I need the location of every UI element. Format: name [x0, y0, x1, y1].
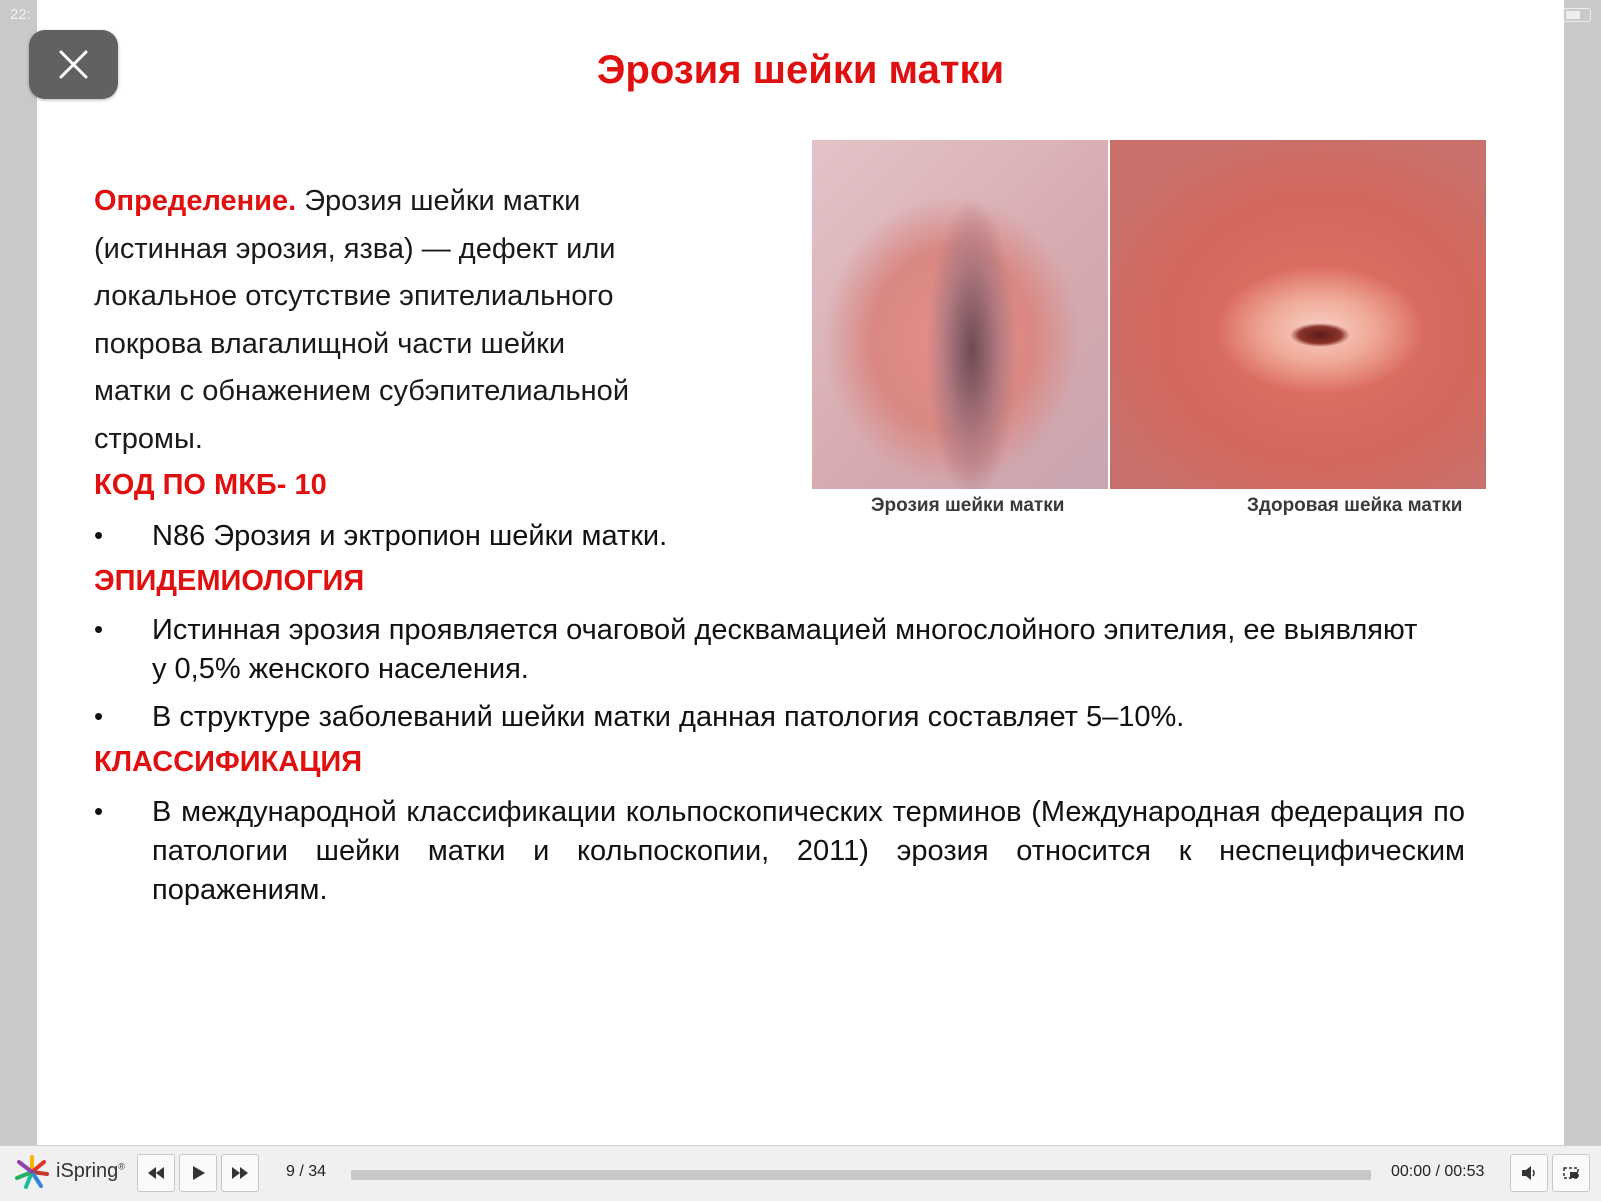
brand-name: iSpring® — [56, 1160, 125, 1182]
bullet: • — [94, 520, 104, 550]
classification-heading: КЛАССИФИКАЦИЯ — [94, 746, 363, 778]
definition-line: Эрозия шейки матки — [296, 185, 581, 217]
play-button[interactable] — [179, 1154, 217, 1192]
fullscreen-icon — [1562, 1164, 1580, 1182]
ispring-logo — [14, 1154, 50, 1190]
epidemiology-heading: ЭПИДЕМИОЛОГИЯ — [94, 565, 365, 597]
bullet: • — [94, 701, 104, 731]
previous-button[interactable] — [137, 1154, 175, 1192]
healthy-cervix-photo — [1110, 140, 1486, 489]
volume-icon — [1520, 1164, 1538, 1182]
icd-item: N86 Эрозия и эктропион шейки матки. — [152, 520, 668, 552]
definition-label: Определение. — [94, 185, 297, 217]
volume-button[interactable] — [1510, 1154, 1548, 1192]
icd-heading: КОД ПО МКБ- 10 — [94, 469, 327, 501]
rewind-icon — [147, 1164, 165, 1182]
left-caption: Эрозия шейки матки — [871, 495, 1065, 516]
status-time: 22: — [10, 6, 31, 23]
page-counter: 9 / 34 — [286, 1163, 327, 1180]
bullet: • — [94, 796, 104, 826]
classification-item: В международной классификации кольпоскопических терминов (Международная федерация по патологии шейки матки и кольпоскопии, 2011) эрозия относится к неспецифическим поражениям. — [152, 796, 1465, 906]
progress-bar[interactable] — [351, 1170, 1371, 1180]
player-toolbar — [0, 1145, 1601, 1201]
erosion-photo — [812, 140, 1108, 489]
epidemiology-item: В структуре заболеваний шейки матки данная патология составляет 5–10%. — [152, 701, 1185, 733]
fast-forward-icon — [231, 1164, 249, 1182]
fullscreen-button[interactable] — [1552, 1154, 1590, 1192]
timecode: 00:00 / 00:53 — [1391, 1163, 1485, 1180]
definition-line: матки с обнажением субэпителиальной — [94, 375, 630, 407]
definition-line: (истинная эрозия, язва) — дефект или — [94, 232, 616, 265]
play-icon — [189, 1164, 207, 1182]
right-caption: Здоровая шейка матки — [1247, 495, 1463, 516]
slide-title: Эрозия шейки матки — [596, 48, 1005, 92]
epidemiology-item: Истинная эрозия проявляется очаговой десквамацией многослойного эпителия, ее выявляют у 0,5% женского населения. — [152, 614, 1418, 685]
definition-text — [94, 178, 814, 463]
definition-line: покрова влагалищной части шейки — [94, 327, 566, 360]
bullet: • — [94, 614, 104, 644]
definition-line: локальное отсутствие эпителиального — [94, 280, 614, 312]
next-button[interactable] — [221, 1154, 259, 1192]
battery-icon — [1563, 8, 1591, 22]
definition-line: стромы. — [94, 422, 203, 455]
